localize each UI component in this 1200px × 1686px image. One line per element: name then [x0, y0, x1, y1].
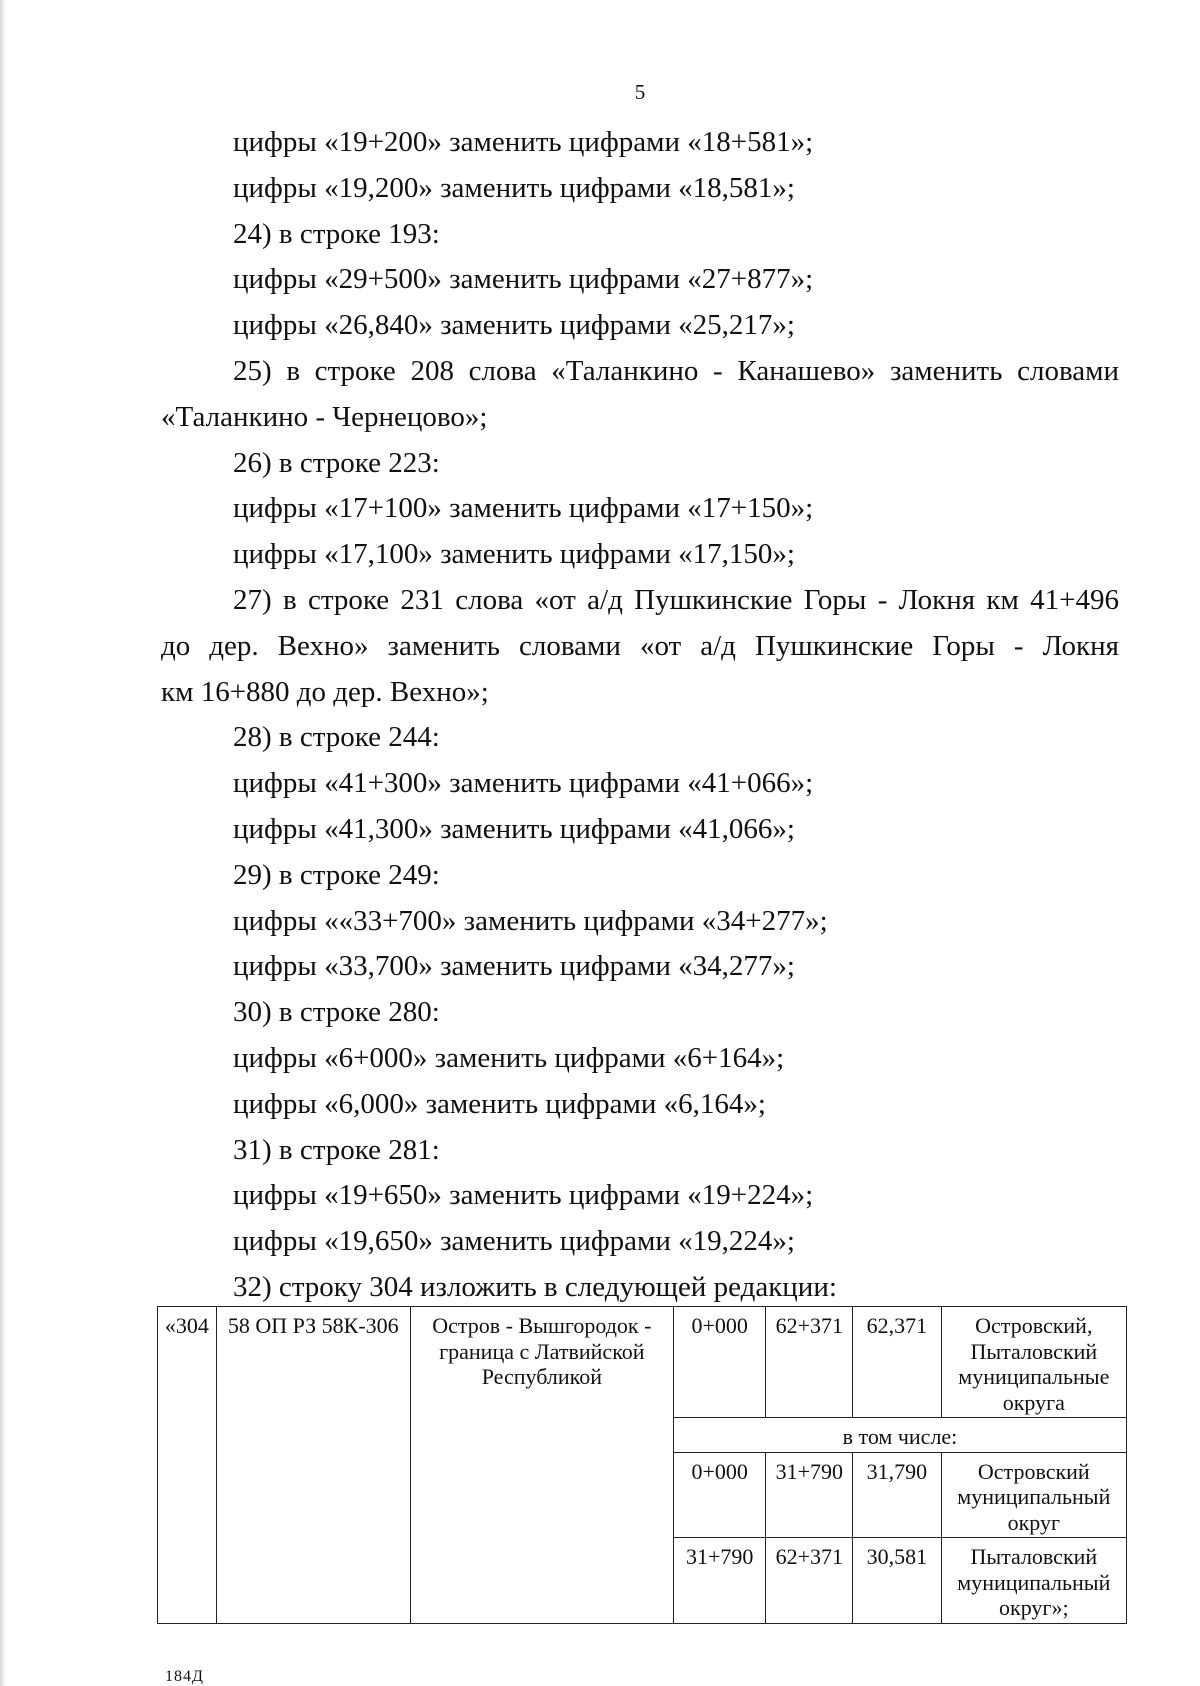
from-km-cell: 0+000 — [673, 1307, 766, 1418]
text-line: до дер. Вехно» заменить словами «от а/д Пушкинские Горы - Локня — [161, 629, 1119, 662]
to-km-cell: 62+371 — [766, 1307, 853, 1418]
text-line: цифры «6,000» заменить цифрами «6,164»; — [233, 1087, 766, 1120]
district-cell: Островский муниципальный округ — [941, 1452, 1126, 1538]
text-line: 30) в строке 280: — [233, 996, 440, 1029]
length-cell: 62,371 — [853, 1307, 941, 1418]
from-km-cell: 0+000 — [673, 1452, 766, 1538]
text-line: цифры «19,650» заменить цифрами «19,224»; — [233, 1225, 795, 1258]
text-line: 32) строку 304 изложить в следующей редакции: — [233, 1270, 837, 1303]
district-cell: Островский, Пыталовский муниципальные округа — [941, 1307, 1126, 1418]
to-km-cell: 62+371 — [766, 1538, 853, 1624]
text-line: цифры «41,300» заменить цифрами «41,066»; — [233, 812, 795, 845]
page-number: 5 — [634, 80, 646, 104]
text-line: 31) в строке 281: — [233, 1133, 440, 1166]
text-line: 28) в строке 244: — [233, 721, 440, 754]
text-line: «Таланкино - Чернецово»; — [161, 400, 488, 433]
to-km-cell: 31+790 — [766, 1452, 853, 1538]
row-number-cell: «304 — [158, 1307, 217, 1624]
text-line: 24) в строке 193: — [233, 217, 440, 250]
road-name-cell: Остров - Вышгородок - граница с Латвийской Республикой — [410, 1307, 673, 1624]
text-line: км 16+880 до дер. Вехно»; — [161, 675, 489, 708]
length-cell: 31,790 — [853, 1452, 941, 1538]
text-line: цифры «6+000» заменить цифрами «6+164»; — [233, 1041, 785, 1074]
text-line: цифры «29+500» заменить цифрами «27+877»; — [233, 263, 814, 296]
text-line: 25) в строке 208 слова «Таланкино - Канашево» заменить словами — [233, 354, 1119, 387]
district-cell: Пыталовский муниципальный округ»; — [941, 1538, 1126, 1624]
from-km-cell: 31+790 — [673, 1538, 766, 1624]
text-line: 26) в строке 223: — [233, 446, 440, 479]
document-code: 184Д — [165, 1668, 204, 1685]
subheader-cell: в том числе: — [673, 1418, 1126, 1453]
text-line: цифры «19+650» заменить цифрами «19+224»; — [233, 1179, 814, 1212]
text-line: 27) в строке 231 слова «от а/д Пушкинские Горы - Локня км 41+496 — [233, 583, 1119, 616]
text-line: цифры «19,200» заменить цифрами «18,581»; — [233, 171, 795, 204]
text-line: цифры «19+200» заменить цифрами «18+581»; — [233, 126, 814, 158]
body-text — [161, 120, 1119, 1311]
table-row — [158, 1307, 1127, 1418]
length-cell: 30,581 — [853, 1538, 941, 1624]
text-line: цифры «17,100» заменить цифрами «17,150»; — [233, 538, 795, 571]
text-line: цифры «33,700» заменить цифрами «34,277»; — [233, 950, 795, 983]
scan-edge — [0, 0, 6, 1686]
text-line: 29) в строке 249: — [233, 858, 440, 891]
text-line: цифры ««33+700» заменить цифрами «34+277»; — [233, 904, 828, 937]
amendment-table — [157, 1306, 1127, 1624]
road-id-cell: 58 ОП РЗ 58К-306 — [216, 1307, 410, 1624]
text-line: цифры «41+300» заменить цифрами «41+066»; — [233, 767, 814, 800]
text-line: цифры «17+100» заменить цифрами «17+150»; — [233, 492, 814, 525]
text-line: цифры «26,840» заменить цифрами «25,217»; — [233, 309, 795, 342]
